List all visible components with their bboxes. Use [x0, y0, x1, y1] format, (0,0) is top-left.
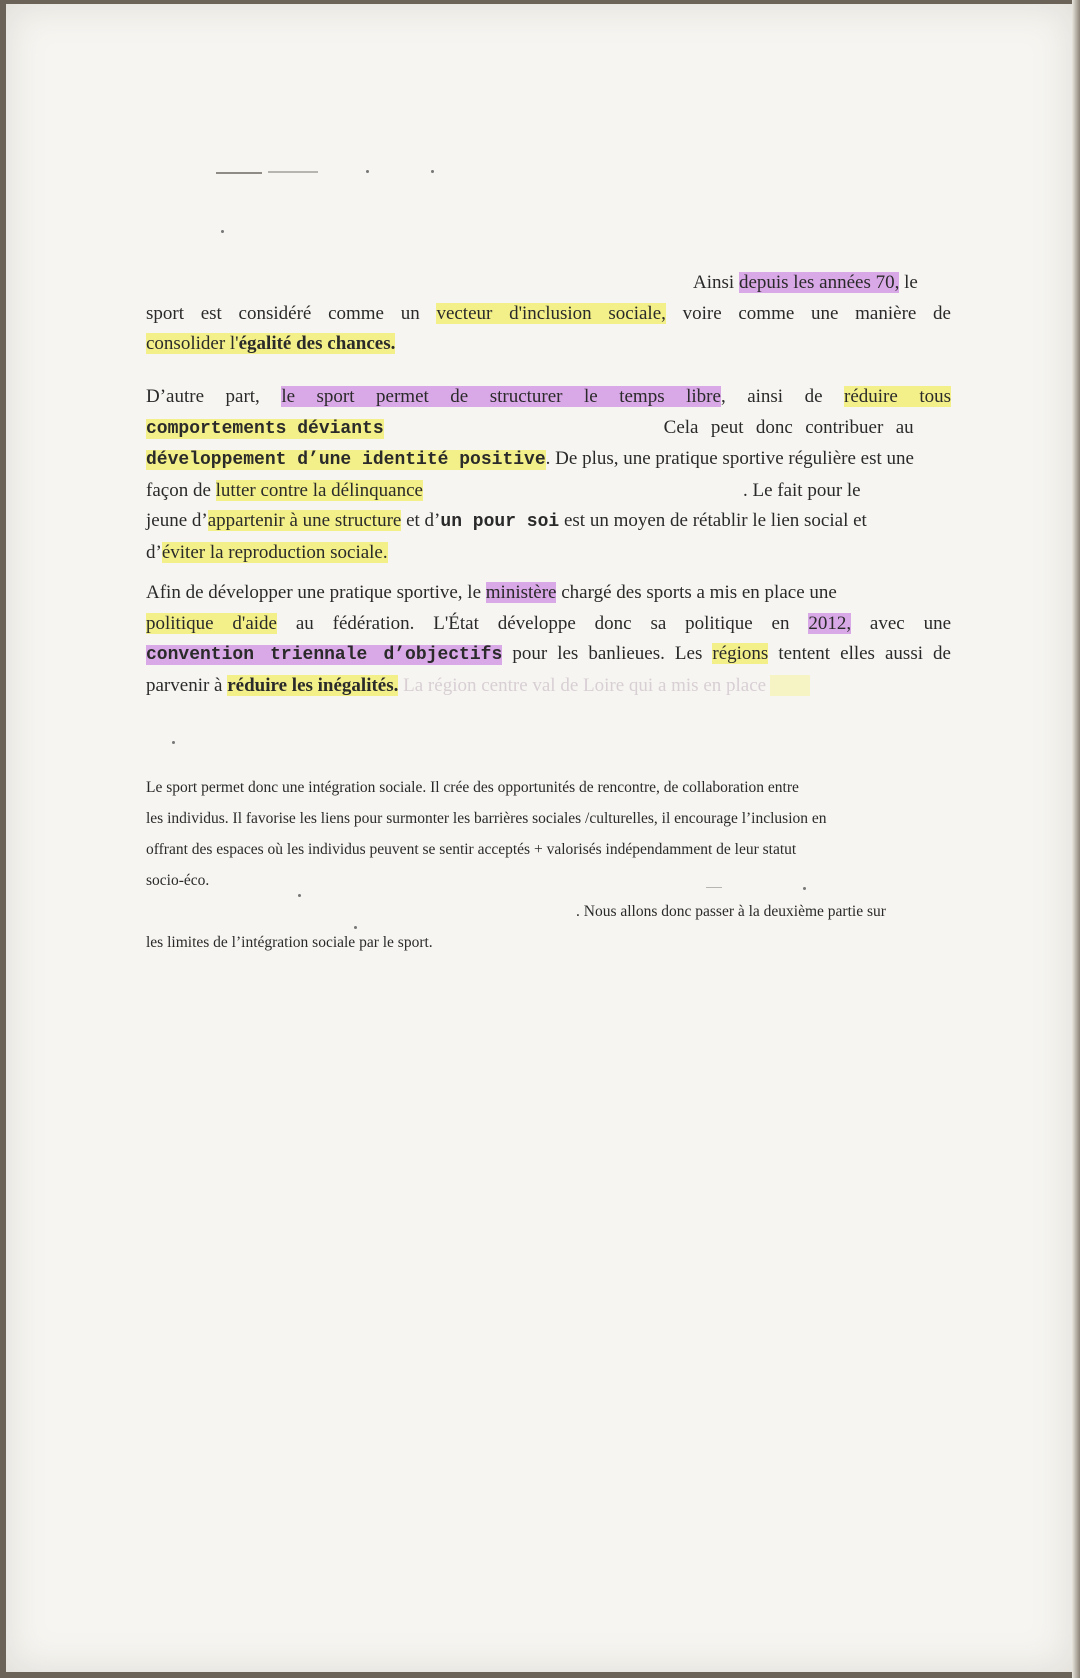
text-run: voire comme une manière de: [665, 302, 951, 324]
text-run: , ainsi de: [720, 386, 845, 407]
highlight-yellow: lutter contre la délinquance: [215, 479, 423, 501]
highlight-yellow: consolider l': [146, 333, 239, 354]
highlight-yellow-bold: développement d’une identité positive: [146, 450, 546, 470]
conclusion-line-2: les individus. Il favorise les liens pour surmonter les barrières sociales /culturelles, il encourage l’inclusion en: [146, 810, 827, 827]
text-run: D’autre part,: [146, 386, 282, 407]
faded-highlight: Yulia: [770, 674, 811, 696]
conclusion-dot-2: [803, 887, 806, 890]
text-run: Afin de développer une pratique sportive, le: [146, 582, 486, 603]
bold-text: un pour soi: [440, 512, 560, 532]
highlight-yellow: éviter la reproduction sociale.: [161, 541, 388, 563]
paragraph-2: [146, 382, 951, 568]
paragraph-3-line-4: [146, 671, 951, 702]
faded-text-run: La région centre val de Loire qui a mis en place: [398, 674, 771, 696]
text-run: le: [899, 272, 918, 293]
top-scribble-1: [216, 172, 262, 174]
highlight-pink-bold: convention triennale d’objectifs: [146, 645, 503, 665]
paragraph-3: [146, 578, 951, 701]
highlight-pink: ministère: [485, 582, 557, 603]
paragraph-1-line-2: [146, 299, 951, 330]
paragraph-2-line-4: [146, 476, 951, 507]
conclusion-dot-3: [354, 926, 357, 929]
text-run: et d’: [401, 510, 441, 531]
paragraph-2-line-2: [146, 413, 951, 445]
paragraph-1: [146, 268, 951, 360]
text-run: avec une: [851, 612, 952, 634]
text-run: parvenir à: [146, 674, 228, 696]
paragraph-2-line-6: [146, 538, 951, 569]
highlight-yellow: réduire tous: [844, 386, 951, 407]
conclusion-line-5: . Nous allons donc passer à la deuxième partie sur: [576, 903, 886, 920]
text-run: chargé des sports a mis en place une: [556, 582, 837, 603]
text-run: Cela peut donc contribuer au: [663, 416, 914, 438]
highlight-pink: le sport permet de structurer le temps libre: [281, 386, 721, 407]
text-run: . Le fait pour le: [742, 479, 861, 501]
conclusion-line-3: offrant des espaces où les individus peuvent se sentir acceptés + valorisés indépendamment de leur statut: [146, 841, 797, 858]
highlight-yellow: appartenir à une structure: [207, 510, 402, 531]
highlight-pink: depuis les années 70,: [738, 272, 900, 293]
text-run: . De plus, une pratique sportive régulière est une: [545, 448, 914, 469]
text-run: est un moyen de rétablir le lien social et: [559, 510, 867, 531]
highlight-yellow-bold: égalité des chances.: [238, 333, 396, 354]
highlight-yellow: vecteur d'inclusion sociale,: [436, 302, 666, 324]
paragraph-2-line-5: [146, 506, 951, 538]
paragraph-1-line-3: [146, 329, 951, 360]
text-run: façon de: [146, 479, 216, 501]
paragraph-1-line-1: [146, 268, 951, 299]
conclusion-line-4: socio-éco.: [146, 872, 210, 889]
conclusion-faint-dash: [706, 887, 722, 888]
text-run: au fédération. L'État développe donc sa politique en: [276, 612, 809, 634]
highlight-yellow: régions: [712, 643, 769, 664]
paragraph-3-line-1: [146, 578, 951, 609]
highlight-yellow: politique d'aide: [146, 612, 277, 634]
paper-sheet: [6, 4, 1072, 1672]
text-run: d’: [146, 541, 162, 563]
mid-dot: [172, 741, 175, 744]
top-dot-3: [221, 230, 224, 233]
paragraph-3-line-3: [146, 639, 951, 671]
conclusion-dot-1: [298, 894, 301, 897]
page-edge-shadow: [1072, 0, 1080, 1678]
text-run: tentent elles aussi de: [768, 643, 951, 664]
faded-text: [398, 675, 810, 696]
top-scribble-2: [268, 171, 318, 173]
conclusion-line-1: Le sport permet donc une intégration sociale. Il crée des opportunités de rencontre, de collaboration entre: [146, 779, 799, 796]
paragraph-2-line-3: [146, 444, 951, 476]
paragraph-2-line-1: [146, 382, 951, 413]
highlight-pink: 2012,: [808, 612, 852, 634]
paragraph-3-line-2: [146, 609, 951, 640]
conclusion-paragraph: [146, 772, 956, 958]
text-run: pour les banlieues. Les: [502, 643, 713, 664]
text-run: Ainsi: [693, 272, 739, 293]
highlight-yellow-bold: réduire les inégalités.: [227, 674, 399, 696]
top-dot-1: [366, 170, 369, 173]
highlight-yellow-bold: comportements déviants: [146, 418, 384, 439]
text-run: sport est considéré comme un: [146, 302, 437, 324]
conclusion-line-6: les limites de l’intégration sociale par le sport.: [146, 934, 433, 951]
text-run: jeune d’: [146, 510, 208, 531]
top-dot-2: [431, 170, 434, 173]
